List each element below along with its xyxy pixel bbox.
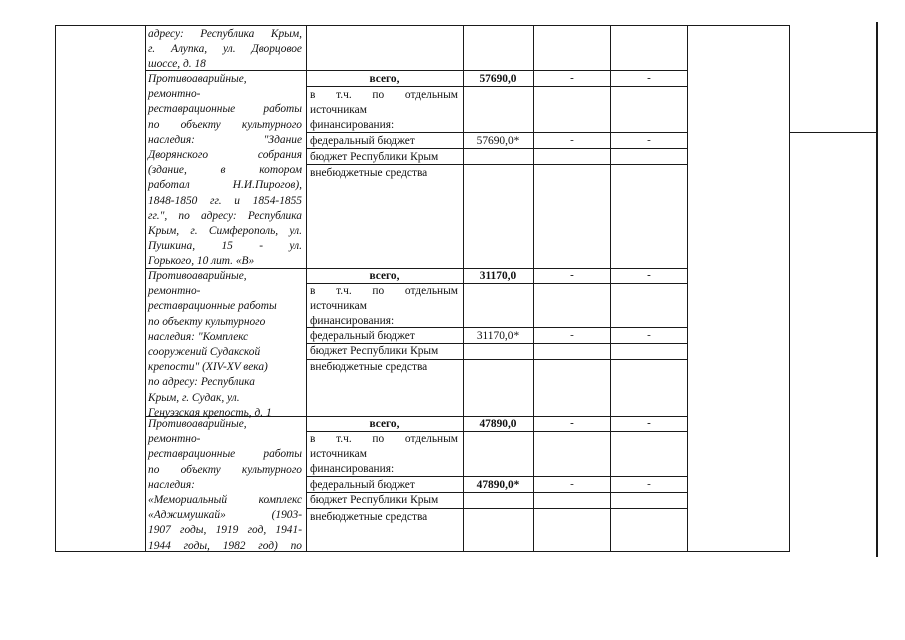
financing-line: источникам <box>310 300 367 313</box>
col-divider-3 <box>463 25 464 552</box>
extrabudget-label: внебюджетные средства <box>310 361 428 373</box>
financing-sources <box>310 284 458 330</box>
col-divider-5 <box>610 25 611 552</box>
object-line: ремонтно- <box>148 285 201 298</box>
object-line: реставрационные работы <box>148 103 302 116</box>
financing-line: финансирования: <box>310 463 395 476</box>
object-line: ремонтно- <box>148 88 201 101</box>
object-line: наследия: <box>148 478 195 491</box>
dash-cell: - <box>570 478 574 490</box>
object-line: Противоаварийные, <box>148 270 247 282</box>
page-edge-line <box>876 22 878 557</box>
financing-line: источникам <box>310 448 367 461</box>
object-line: «Аджимушкай» (1903- <box>148 509 302 522</box>
object-line: Противоаварийные, <box>148 418 247 430</box>
total-label: всего, <box>369 418 400 430</box>
dash-cell: - <box>647 329 651 341</box>
object-line: по объекту культурного <box>148 118 302 131</box>
financing-sources <box>310 88 458 134</box>
object-line: Крым, г. Симферополь, ул. <box>148 225 302 238</box>
financing-line: в т.ч. по отдельным <box>310 433 458 445</box>
financing-line: в т.ч. по отдельным <box>310 89 458 101</box>
object-line: адресу: Республика Крым, <box>148 28 302 40</box>
object-line: 1944 годы, 1982 год) по <box>148 539 302 552</box>
object-line: Горького, 10 лит. «В» <box>148 255 255 268</box>
total-value: 47890,0 <box>479 418 517 430</box>
object-line: по объекту культурного <box>148 463 302 476</box>
financing-line: финансирования: <box>310 315 395 328</box>
object-description <box>148 417 302 554</box>
object-line: гг.", по адресу: Республика <box>148 209 302 222</box>
object-line: Дворянского собрания <box>148 149 302 162</box>
table-left-border <box>55 25 56 552</box>
object-line: по объекту культурного <box>148 315 266 328</box>
col-divider-2 <box>306 25 307 552</box>
federal-budget-value: 47890,0* <box>476 479 520 491</box>
object-line: «Мемориальный комплекс <box>148 494 302 507</box>
dash-cell: - <box>647 269 651 281</box>
object-line: г. Алупка, ул. Дворцовое <box>148 43 302 56</box>
federal-budget-label: федеральный бюджет <box>310 330 415 342</box>
object-line: шоссе, д. 18 <box>148 58 206 71</box>
object-description <box>148 269 302 421</box>
dash-cell: - <box>570 329 574 341</box>
federal-budget-label: федеральный бюджет <box>310 135 415 147</box>
federal-budget-value: 31170,0* <box>476 330 520 342</box>
object-line: наследия: "Комплекс <box>148 330 249 343</box>
financing-line: источникам <box>310 104 367 117</box>
object-line: крепости" (XIV-XV века) <box>148 361 268 374</box>
financing-line: в т.ч. по отдельным <box>310 285 458 297</box>
right-col-divider <box>789 132 876 133</box>
extrabudget-label: внебюджетные средства <box>310 511 428 523</box>
federal-budget-value: 57690,0* <box>476 135 520 147</box>
financing-line: финансирования: <box>310 119 395 132</box>
dash-cell: - <box>647 134 651 146</box>
object-line: Пушкина, 15 - ул. <box>148 240 302 253</box>
extrabudget-label: внебюджетные средства <box>310 167 428 179</box>
object-description <box>148 27 302 73</box>
object-line: Противоаварийные, <box>148 73 247 85</box>
dash-cell: - <box>570 72 574 84</box>
object-line: ремонтно- <box>148 433 201 446</box>
dash-cell: - <box>647 72 651 84</box>
total-label: всего, <box>369 73 400 85</box>
dash-cell: - <box>647 417 651 429</box>
col-divider-4 <box>533 25 534 552</box>
row-divider-top <box>55 25 790 26</box>
total-value: 57690,0 <box>479 73 517 85</box>
object-line: сооружений Судакской <box>148 346 261 359</box>
object-line: работал Н.И.Пирогов), <box>148 179 302 192</box>
object-line: (здание, в котором <box>148 164 302 177</box>
regional-budget-label: бюджет Республики Крым <box>310 151 439 163</box>
col-divider-6 <box>687 25 688 552</box>
object-line: 1848-1850 гг. и 1854-1855 <box>148 194 302 207</box>
object-line: наследия: "Здание <box>148 133 302 146</box>
total-label: всего, <box>369 270 400 282</box>
dash-cell: - <box>570 269 574 281</box>
object-description <box>148 72 302 270</box>
financing-sources <box>310 432 458 478</box>
dash-cell: - <box>570 134 574 146</box>
object-line: реставрационные работы <box>148 448 302 461</box>
col-divider-1 <box>145 25 146 552</box>
total-value: 31170,0 <box>479 270 517 282</box>
object-line: 1907 годы, 1919 год, 1941- <box>148 524 302 537</box>
object-line: Генуэзская крепость, д. 1 <box>148 406 272 419</box>
dash-cell: - <box>647 478 651 490</box>
object-line: по адресу: Республика <box>148 376 255 389</box>
object-line: реставрационные работы <box>148 300 277 313</box>
object-line: Крым, г. Судак, ул. <box>148 391 240 404</box>
table-right-border <box>789 25 790 552</box>
dash-cell: - <box>570 417 574 429</box>
regional-budget-label: бюджет Республики Крым <box>310 494 439 506</box>
federal-budget-label: федеральный бюджет <box>310 479 415 491</box>
regional-budget-label: бюджет Республики Крым <box>310 345 439 357</box>
